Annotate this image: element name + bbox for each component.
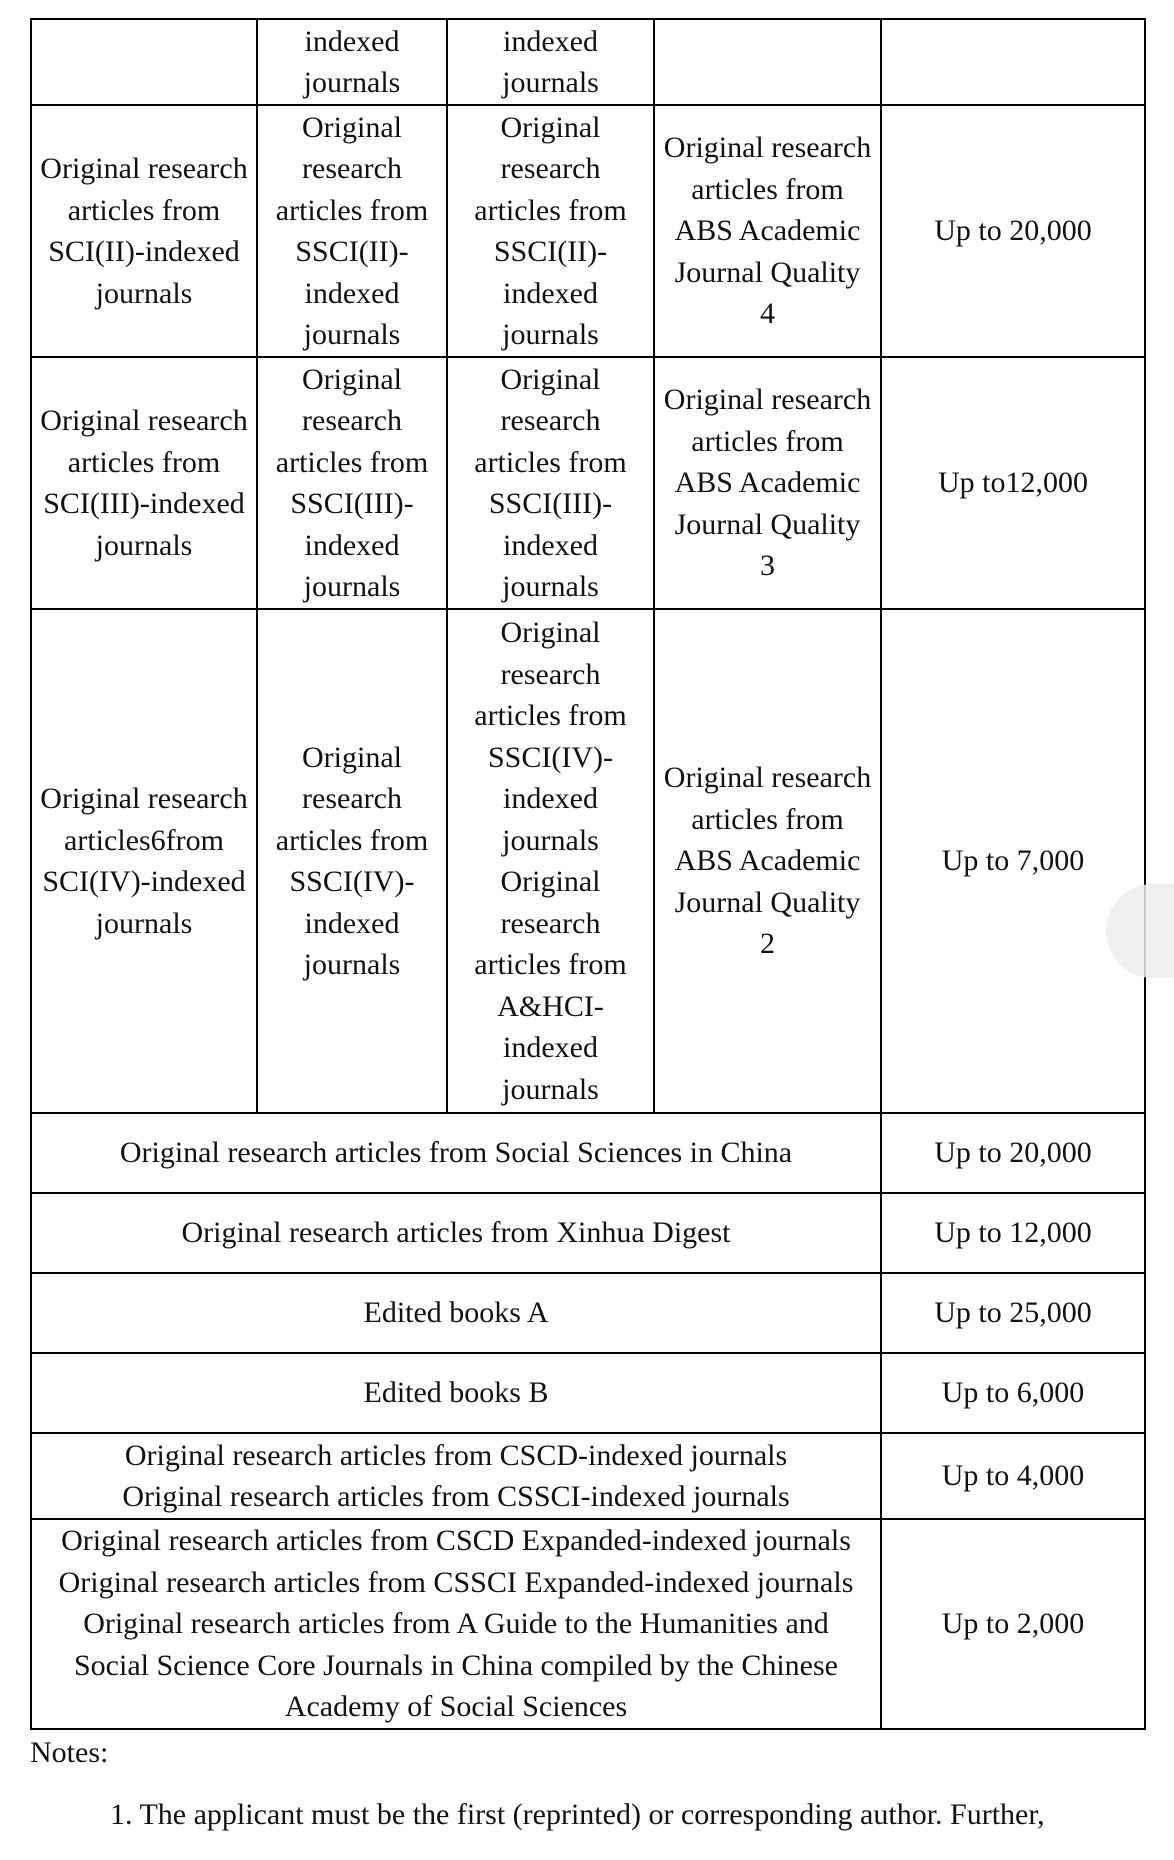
merged-label-cell: Original research articles from Xinhua Digest — [31, 1193, 881, 1273]
table-cell: Original research articles from SSCI(III)- indexed journals — [447, 357, 654, 609]
table-row — [31, 609, 1145, 1113]
notes-heading: Notes: — [30, 1736, 109, 1769]
amount-cell: Up to 12,000 — [881, 1193, 1145, 1273]
amount-cell: Up to12,000 — [881, 357, 1145, 609]
table-cell: Original research articles from SCI(III)-indexed journals — [31, 357, 257, 609]
table-row — [31, 19, 1145, 105]
table-row — [31, 1113, 1145, 1193]
amount-cell: Up to 7,000 — [881, 609, 1145, 1113]
reward-table — [30, 18, 1146, 1730]
table-row — [31, 357, 1145, 609]
table-cell: Original research articles from SCI(II)-indexed journals — [31, 105, 257, 357]
table-cell: indexed journals — [257, 19, 447, 105]
table-row — [31, 1273, 1145, 1353]
table-cell — [31, 19, 257, 105]
table-cell: Original research articles from SSCI(II)- indexed journals — [257, 105, 447, 357]
table-cell: Original research articles6from SCI(IV)-indexed journals — [31, 609, 257, 1113]
amount-cell: Up to 25,000 — [881, 1273, 1145, 1353]
table-row — [31, 105, 1145, 357]
table-cell: Original research articles from ABS Academic Journal Quality 4 — [654, 105, 881, 357]
table-cell: Original research articles from ABS Academic Journal Quality 2 — [654, 609, 881, 1113]
table-row — [31, 1433, 1145, 1519]
table-cell: Original research articles from SSCI(II)- indexed journals — [447, 105, 654, 357]
table-cell: Original research articles from SSCI(IV)- indexed journals Original research articles from A&HCI- indexed journals — [447, 609, 654, 1113]
amount-cell: Up to 6,000 — [881, 1353, 1145, 1433]
table-cell: Original research articles from SSCI(IV)- indexed journals — [257, 609, 447, 1113]
table-row — [31, 1353, 1145, 1433]
table-cell: Original research articles from SSCI(III)- indexed journals — [257, 357, 447, 609]
merged-label-cell: Edited books B — [31, 1353, 881, 1433]
amount-cell: Up to 4,000 — [881, 1433, 1145, 1519]
table-cell: Original research articles from ABS Academic Journal Quality 3 — [654, 357, 881, 609]
merged-label-cell: Original research articles from CSCD Expanded-indexed journals Original research articles from CSSCI Expanded-indexed journals Original research articles from A Guide to the Humanities and Social Science Core Journals in China compiled by the Chinese Academy of Social Sciences — [31, 1519, 881, 1729]
merged-label-cell: Edited books A — [31, 1273, 881, 1353]
reward-table-container — [30, 18, 1144, 1730]
amount-cell: Up to 20,000 — [881, 1113, 1145, 1193]
note-item: 1. The applicant must be the first (reprinted) or corresponding author. Further, — [110, 1798, 1045, 1831]
table-cell — [881, 19, 1145, 105]
table-cell — [654, 19, 881, 105]
table-row — [31, 1193, 1145, 1273]
amount-cell: Up to 20,000 — [881, 105, 1145, 357]
amount-cell: Up to 2,000 — [881, 1519, 1145, 1729]
table-cell: indexed journals — [447, 19, 654, 105]
merged-label-cell: Original research articles from Social Sciences in China — [31, 1113, 881, 1193]
merged-label-cell: Original research articles from CSCD-indexed journals Original research articles from CSSCI-indexed journals — [31, 1433, 881, 1519]
table-row — [31, 1519, 1145, 1729]
